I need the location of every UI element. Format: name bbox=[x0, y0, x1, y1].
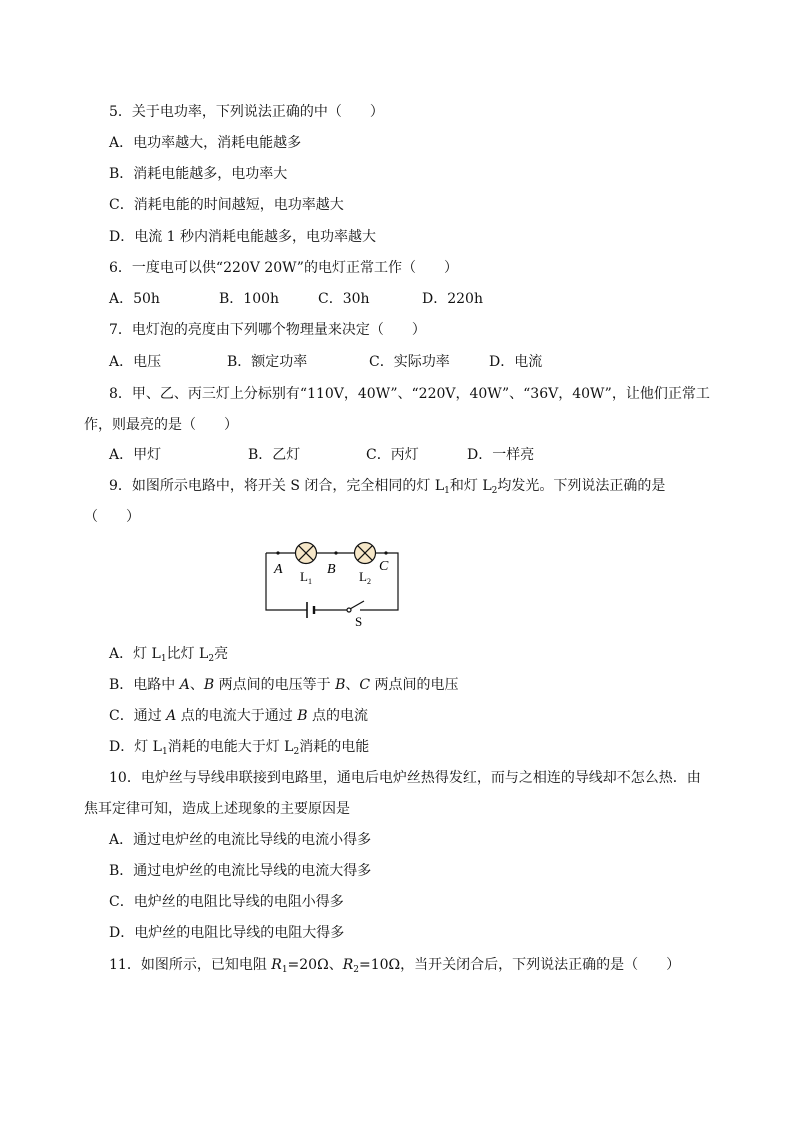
q9-answer-paren: （ ） bbox=[84, 509, 140, 525]
q9-stem bbox=[109, 476, 665, 501]
q6-option-b: B．100h bbox=[219, 291, 280, 307]
q9-option-d bbox=[109, 737, 369, 762]
q6-options bbox=[109, 289, 483, 309]
q7-options bbox=[109, 352, 542, 372]
q10-option-b: B．通过电炉丝的电流比导线的电流大得多 bbox=[109, 863, 372, 879]
q6-option-a: A．50h bbox=[109, 291, 160, 307]
q9-option-a-sub-2: 2 bbox=[208, 654, 215, 664]
q9-option-d-text-2: 消耗的电能大于灯 L bbox=[167, 739, 294, 755]
lamp-l1-label: L bbox=[300, 569, 308, 584]
q9-option-b-point-4: C bbox=[359, 677, 371, 693]
q9-option-c-point-1: A bbox=[166, 708, 177, 724]
q9-option-b-text-4: 、 bbox=[345, 677, 360, 693]
q9-option-b-text-5: 两点间的电压 bbox=[370, 677, 459, 693]
q9-option-b-point-3: B bbox=[335, 677, 346, 693]
q9-option-a-text-2: 比灯 L bbox=[166, 646, 209, 662]
q9-option-c-point-2: B bbox=[297, 708, 308, 724]
q6-stem: 6．一度电可以供“220V 20W”的电灯正常工作（ ） bbox=[109, 260, 458, 276]
q9-option-c bbox=[109, 706, 368, 726]
lamp-l1-symbol bbox=[296, 543, 317, 564]
q9-option-a-text-3: 亮 bbox=[214, 646, 229, 662]
q9-stem-text-1: 9．如图所示电路中，将开关 S 闭合，完全相同的灯 L bbox=[109, 478, 445, 494]
q7-option-a: A．电压 bbox=[109, 354, 162, 370]
q9-option-d-sub-2: 2 bbox=[293, 747, 300, 757]
switch-blade bbox=[350, 601, 364, 609]
q6-option-d: D．220h bbox=[422, 291, 483, 307]
point-a-label: A bbox=[274, 562, 283, 577]
q7-stem: 7．电灯泡的亮度由下列哪个物理量来决定（ ） bbox=[109, 322, 426, 338]
q8-option-c: C．丙灯 bbox=[366, 447, 419, 463]
q8-options bbox=[109, 445, 534, 465]
q9-stem-sub-2: 2 bbox=[491, 486, 498, 496]
q9-stem-text-2: 和灯 L bbox=[449, 478, 492, 494]
q9-stem-sub-1: 1 bbox=[444, 486, 450, 496]
switch-label: S bbox=[355, 614, 363, 628]
q11-r1-sub: 1 bbox=[281, 965, 288, 975]
q9-option-b-text-2: 、 bbox=[189, 677, 204, 693]
lamp-l2-sub: 2 bbox=[367, 577, 371, 586]
q5-option-a: A．电功率越大，消耗电能越多 bbox=[109, 135, 302, 151]
q9-option-b bbox=[109, 675, 459, 695]
lamp-l1-sub: 1 bbox=[308, 577, 312, 586]
q9-option-c-text-2: 点的电流大于通过 bbox=[176, 708, 298, 724]
q11-stem-text-1: 11．如图所示，已知电阻 bbox=[109, 957, 272, 973]
q5-stem: 5．关于电功率，下列说法正确的中（ ） bbox=[109, 104, 384, 120]
q9-option-a-text-1: A．灯 L bbox=[109, 646, 161, 662]
q9-option-a bbox=[109, 644, 228, 669]
q9-option-b-text-3: 两点间的电压等于 bbox=[214, 677, 336, 693]
junction-a-dot bbox=[276, 551, 279, 554]
junction-b-dot bbox=[334, 551, 337, 554]
q9-stem-text-3: 均发光。下列说法正确的是 bbox=[497, 478, 666, 494]
q9-option-b-point-2: B bbox=[203, 677, 215, 693]
q9-option-c-text-3: 点的电流 bbox=[307, 708, 368, 724]
q8-stem: 8．甲、乙、丙三灯上分标别有“110V，40W”、“220V，40W”、“36V，40W”，让他们正常工作，则最亮的是（ ） bbox=[84, 386, 710, 433]
lamp-l2-symbol bbox=[355, 543, 376, 564]
q11-stem-text-3: =10Ω，当开关闭合后，下列说法正确的是（ ） bbox=[358, 957, 681, 973]
point-c-label: C bbox=[379, 559, 389, 574]
q10-stem: 10．电炉丝与导线串联接到电路里，通电后电炉丝热得发红，而与之相连的导线却不怎么热．由焦耳定律可知，造成上述现象的主要原因是 bbox=[84, 770, 701, 817]
lamp-l2-label: L bbox=[359, 569, 367, 584]
q7-option-d: D．电流 bbox=[489, 354, 543, 370]
q11-stem bbox=[109, 955, 680, 980]
q9-option-b-text-1: B．电路中 bbox=[109, 677, 180, 693]
q9-option-b-point-1: A bbox=[179, 677, 190, 693]
q11-stem-text-2: =20Ω、 bbox=[287, 957, 343, 973]
q5-option-d: D．电流 1 秒内消耗电能越多，电功率越大 bbox=[109, 229, 377, 245]
q10-option-d: D．电炉丝的电阻比导线的电阻大得多 bbox=[109, 925, 345, 941]
q8-option-d: D．一样亮 bbox=[467, 447, 535, 463]
junction-c-dot bbox=[384, 551, 387, 554]
q11-r1-symbol: R bbox=[271, 957, 282, 973]
q10-option-a: A．通过电炉丝的电流比导线的电流小得多 bbox=[109, 832, 372, 848]
q9-option-d-text-1: D．灯 L bbox=[109, 739, 162, 755]
q5-option-b: B．消耗电能越多，电功率大 bbox=[109, 166, 288, 182]
q7-option-c: C．实际功率 bbox=[369, 354, 450, 370]
point-b-label: B bbox=[327, 562, 336, 577]
q9-option-d-sub-1: 1 bbox=[161, 747, 168, 757]
q9-option-d-text-3: 消耗的电能 bbox=[299, 739, 370, 755]
q6-option-c: C．30h bbox=[318, 291, 370, 307]
q7-option-b: B．额定功率 bbox=[227, 354, 308, 370]
q9-option-c-text-1: C．通过 bbox=[109, 708, 167, 724]
q5-option-c: C．消耗电能的时间越短，电功率越大 bbox=[109, 197, 344, 213]
q8-option-a: A．甲灯 bbox=[109, 447, 162, 463]
q9-option-a-sub-1: 1 bbox=[160, 654, 167, 664]
q9-circuit-diagram bbox=[258, 540, 404, 628]
q8-option-b: B．乙灯 bbox=[248, 447, 301, 463]
q11-r2-sub: 2 bbox=[353, 965, 359, 975]
q11-r2-symbol: R bbox=[342, 957, 354, 973]
q10-option-c: C．电炉丝的电阻比导线的电阻小得多 bbox=[109, 894, 344, 910]
